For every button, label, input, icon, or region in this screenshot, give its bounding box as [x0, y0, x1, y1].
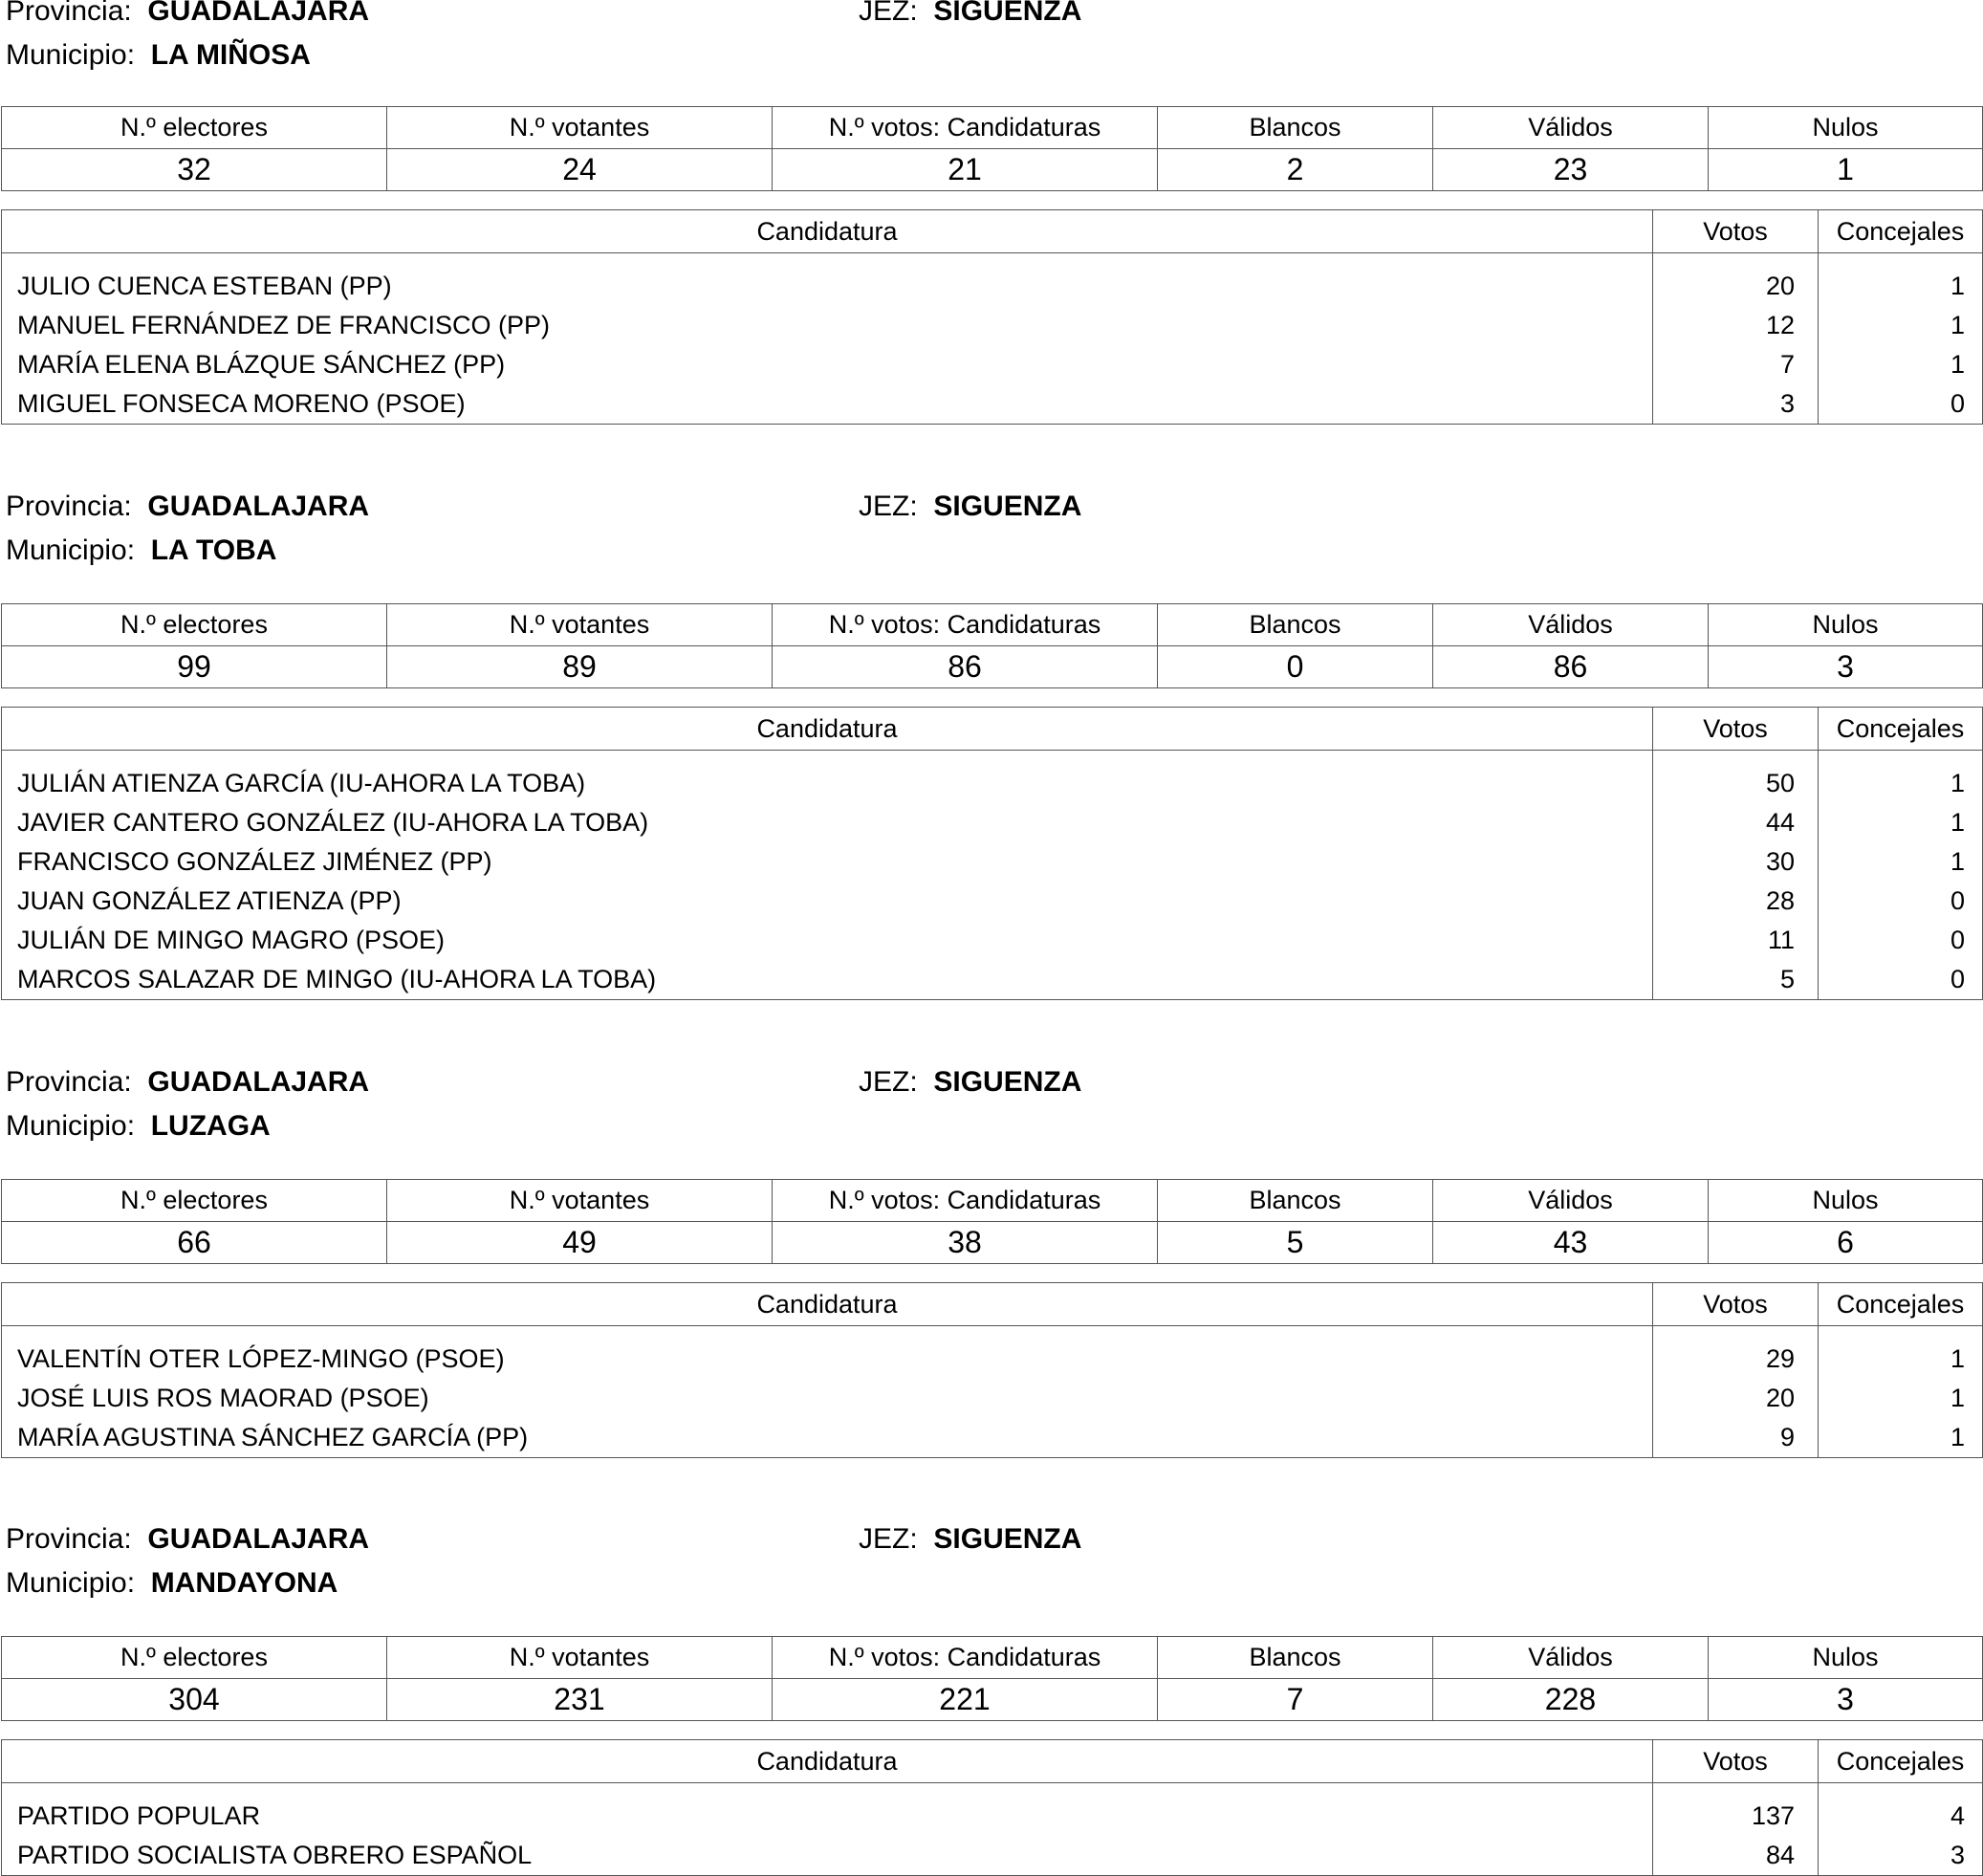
votos-header: Votos [1653, 1740, 1819, 1783]
provincia-value: GUADALAJARA [147, 1523, 370, 1555]
jez-label: JEZ: [859, 0, 918, 27]
provincia-line [6, 1065, 369, 1100]
votos-candidaturas-value: 221 [773, 1679, 1158, 1721]
candidate-name: MARÍA AGUSTINA SÁNCHEZ GARCÍA (PP) [17, 1423, 529, 1451]
candidate-votos: 29 [1653, 1326, 1819, 1380]
provincia-label: Provincia: [6, 491, 132, 522]
nulos-value: 3 [1709, 1679, 1983, 1721]
candidate-votos: 28 [1653, 882, 1819, 921]
table-row [2, 882, 1983, 921]
candidate-name: MARÍA ELENA BLÁZQUE SÁNCHEZ (PP) [17, 350, 506, 379]
votos-candidaturas-value: 21 [773, 149, 1158, 191]
candidate-concejales: 4 [1819, 1783, 1983, 1837]
jez-value: SIGUENZA [933, 491, 1082, 522]
candidate-concejales: 3 [1819, 1836, 1983, 1876]
table-row [2, 345, 1983, 384]
candidate-votos: 50 [1653, 751, 1819, 804]
candidatura-header: Candidatura [2, 210, 1653, 253]
jez-line [859, 490, 1081, 524]
candidate-votos: 11 [1653, 921, 1819, 960]
municipio-value: LA MIÑOSA [150, 39, 311, 71]
votantes-header: N.º votantes [387, 1180, 773, 1222]
table-row [2, 960, 1983, 1000]
candidate-votos: 9 [1653, 1418, 1819, 1458]
table-row [2, 751, 1983, 804]
nulos-header: Nulos [1709, 604, 1983, 646]
candidate-concejales: 1 [1819, 803, 1983, 842]
candidate-name: JULIÁN DE MINGO MAGRO (PSOE) [17, 926, 446, 954]
blancos-header: Blancos [1158, 604, 1433, 646]
candidate-name: FRANCISCO GONZÁLEZ JIMÉNEZ (PP) [17, 847, 492, 876]
municipio-label: Municipio: [6, 1110, 136, 1142]
municipio-line [6, 534, 276, 568]
candidate-concejales: 0 [1819, 921, 1983, 960]
concejales-header: Concejales [1819, 210, 1983, 253]
jez-label: JEZ: [859, 1066, 918, 1098]
concejales-header: Concejales [1819, 1740, 1983, 1783]
candidates-table [1, 707, 1983, 1000]
candidatura-header: Candidatura [2, 708, 1653, 751]
table-row [2, 1379, 1983, 1418]
votantes-value: 24 [387, 149, 773, 191]
blancos-value: 7 [1158, 1679, 1433, 1721]
candidates-table [1, 1282, 1983, 1458]
votantes-header: N.º votantes [387, 1637, 773, 1679]
candidates-table [1, 1739, 1983, 1876]
table-row [2, 1783, 1983, 1837]
candidate-concejales: 0 [1819, 882, 1983, 921]
jez-line [859, 1522, 1081, 1557]
municipio-line [6, 1109, 271, 1144]
jez-label: JEZ: [859, 1523, 918, 1555]
table-row [2, 803, 1983, 842]
electores-header: N.º electores [2, 1637, 387, 1679]
candidate-votos: 20 [1653, 1379, 1819, 1418]
votos-candidaturas-header: N.º votos: Candidaturas [773, 604, 1158, 646]
candidate-name: VALENTÍN OTER LÓPEZ-MINGO (PSOE) [17, 1344, 505, 1373]
candidate-name: JUAN GONZÁLEZ ATIENZA (PP) [17, 886, 402, 915]
table-row [2, 921, 1983, 960]
stats-table [1, 1179, 1983, 1264]
municipio-value: LUZAGA [150, 1110, 271, 1142]
validos-value: 23 [1433, 149, 1709, 191]
candidate-name: MARCOS SALAZAR DE MINGO (IU-AHORA LA TOBA) [17, 965, 657, 993]
table-row [2, 1326, 1983, 1380]
candidate-concejales: 1 [1819, 253, 1983, 307]
table-row [2, 253, 1983, 307]
municipio-label: Municipio: [6, 1567, 136, 1599]
votantes-header: N.º votantes [387, 107, 773, 149]
table-row [2, 384, 1983, 425]
electores-value: 32 [2, 149, 387, 191]
concejales-header: Concejales [1819, 1283, 1983, 1326]
table-row [2, 1418, 1983, 1458]
blancos-value: 5 [1158, 1222, 1433, 1264]
jez-label: JEZ: [859, 491, 918, 522]
candidate-votos: 7 [1653, 345, 1819, 384]
validos-header: Válidos [1433, 1180, 1709, 1222]
nulos-header: Nulos [1709, 107, 1983, 149]
candidate-name: JAVIER CANTERO GONZÁLEZ (IU-AHORA LA TOBA) [17, 808, 649, 837]
table-row [2, 842, 1983, 882]
nulos-header: Nulos [1709, 1637, 1983, 1679]
votos-header: Votos [1653, 210, 1819, 253]
jez-line [859, 0, 1081, 29]
electores-header: N.º electores [2, 604, 387, 646]
candidate-votos: 84 [1653, 1836, 1819, 1876]
votos-candidaturas-header: N.º votos: Candidaturas [773, 1637, 1158, 1679]
candidate-concejales: 0 [1819, 960, 1983, 1000]
provincia-value: GUADALAJARA [147, 491, 370, 522]
table-row [2, 306, 1983, 345]
municipio-label: Municipio: [6, 39, 136, 71]
municipio-label: Municipio: [6, 534, 136, 566]
candidatura-header: Candidatura [2, 1740, 1653, 1783]
electores-value: 99 [2, 646, 387, 688]
provincia-label: Provincia: [6, 1523, 132, 1555]
municipio-value: LA TOBA [150, 534, 277, 566]
candidate-votos: 44 [1653, 803, 1819, 842]
blancos-header: Blancos [1158, 1180, 1433, 1222]
stats-table [1, 603, 1983, 688]
validos-header: Válidos [1433, 1637, 1709, 1679]
table-row [2, 1836, 1983, 1876]
candidate-name: PARTIDO SOCIALISTA OBRERO ESPAÑOL [17, 1841, 533, 1869]
stats-table [1, 106, 1983, 191]
provincia-label: Provincia: [6, 0, 132, 27]
candidate-votos: 137 [1653, 1783, 1819, 1837]
candidatura-header: Candidatura [2, 1283, 1653, 1326]
candidate-concejales: 1 [1819, 842, 1983, 882]
provincia-value: GUADALAJARA [147, 0, 370, 27]
votantes-value: 49 [387, 1222, 773, 1264]
candidate-name: PARTIDO POPULAR [17, 1801, 261, 1830]
votos-candidaturas-header: N.º votos: Candidaturas [773, 107, 1158, 149]
candidate-concejales: 1 [1819, 1418, 1983, 1458]
jez-value: SIGUENZA [933, 0, 1082, 27]
electores-header: N.º electores [2, 107, 387, 149]
candidate-votos: 5 [1653, 960, 1819, 1000]
blancos-header: Blancos [1158, 107, 1433, 149]
jez-value: SIGUENZA [933, 1066, 1082, 1098]
jez-line [859, 1065, 1081, 1100]
blancos-header: Blancos [1158, 1637, 1433, 1679]
stats-table [1, 1636, 1983, 1721]
votantes-value: 231 [387, 1679, 773, 1721]
votos-candidaturas-value: 86 [773, 646, 1158, 688]
candidate-concejales: 1 [1819, 751, 1983, 804]
candidate-concejales: 1 [1819, 306, 1983, 345]
blancos-value: 0 [1158, 646, 1433, 688]
candidate-name: MIGUEL FONSECA MORENO (PSOE) [17, 389, 466, 418]
electores-value: 66 [2, 1222, 387, 1264]
validos-value: 43 [1433, 1222, 1709, 1264]
electores-header: N.º electores [2, 1180, 387, 1222]
candidate-concejales: 0 [1819, 384, 1983, 425]
municipio-value: MANDAYONA [150, 1567, 338, 1599]
municipio-line [6, 1566, 338, 1601]
provincia-value: GUADALAJARA [147, 1066, 370, 1098]
validos-value: 228 [1433, 1679, 1709, 1721]
votos-candidaturas-value: 38 [773, 1222, 1158, 1264]
provincia-label: Provincia: [6, 1066, 132, 1098]
nulos-value: 1 [1709, 149, 1983, 191]
blancos-value: 2 [1158, 149, 1433, 191]
nulos-value: 6 [1709, 1222, 1983, 1264]
votantes-header: N.º votantes [387, 604, 773, 646]
provincia-line [6, 1522, 369, 1557]
votos-candidaturas-header: N.º votos: Candidaturas [773, 1180, 1158, 1222]
candidate-name: JOSÉ LUIS ROS MAORAD (PSOE) [17, 1384, 429, 1412]
municipio-line [6, 38, 311, 73]
votos-header: Votos [1653, 1283, 1819, 1326]
candidate-name: JULIÁN ATIENZA GARCÍA (IU-AHORA LA TOBA) [17, 769, 586, 797]
votantes-value: 89 [387, 646, 773, 688]
nulos-value: 3 [1709, 646, 1983, 688]
candidate-concejales: 1 [1819, 1326, 1983, 1380]
jez-value: SIGUENZA [933, 1523, 1082, 1555]
electores-value: 304 [2, 1679, 387, 1721]
nulos-header: Nulos [1709, 1180, 1983, 1222]
validos-value: 86 [1433, 646, 1709, 688]
candidate-votos: 12 [1653, 306, 1819, 345]
provincia-line [6, 0, 369, 29]
provincia-line [6, 490, 369, 524]
candidate-votos: 20 [1653, 253, 1819, 307]
candidate-concejales: 1 [1819, 345, 1983, 384]
candidate-name: JULIO CUENCA ESTEBAN (PP) [17, 272, 392, 300]
candidates-table [1, 209, 1983, 425]
candidate-votos: 30 [1653, 842, 1819, 882]
candidate-votos: 3 [1653, 384, 1819, 425]
validos-header: Válidos [1433, 107, 1709, 149]
candidate-name: MANUEL FERNÁNDEZ DE FRANCISCO (PP) [17, 311, 551, 339]
concejales-header: Concejales [1819, 708, 1983, 751]
validos-header: Válidos [1433, 604, 1709, 646]
votos-header: Votos [1653, 708, 1819, 751]
candidate-concejales: 1 [1819, 1379, 1983, 1418]
